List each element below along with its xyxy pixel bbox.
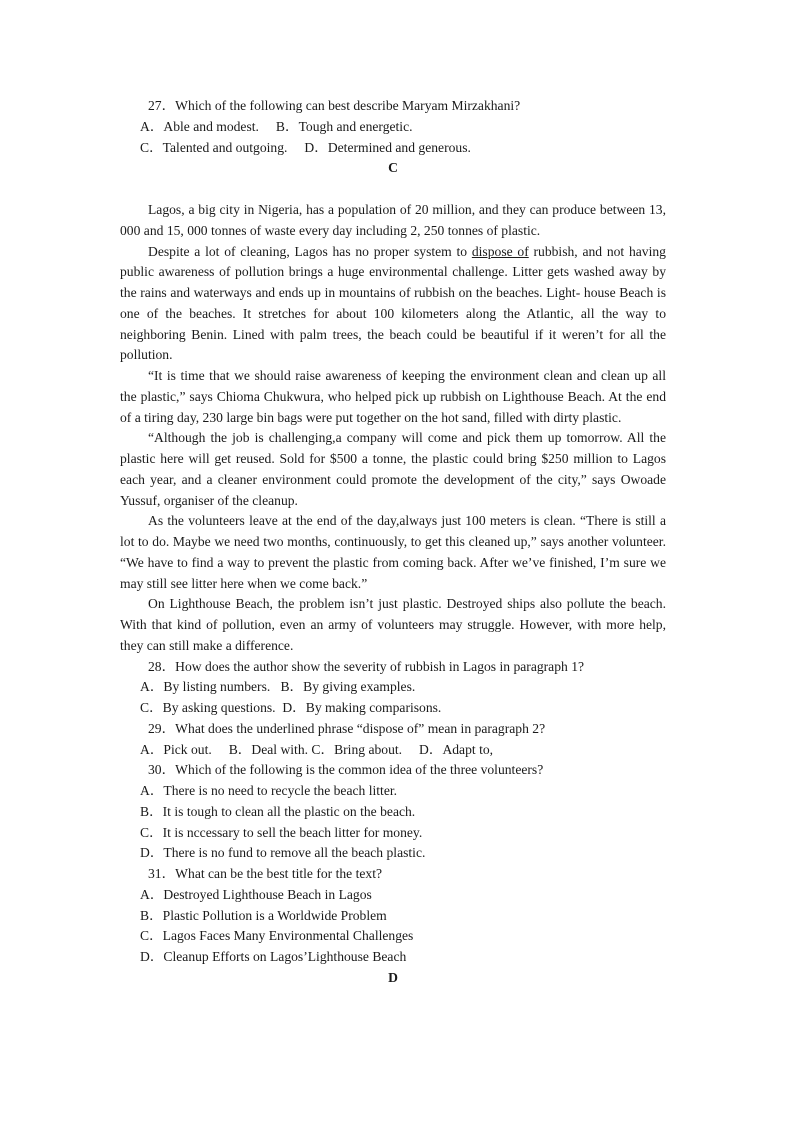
question-29-stem: 29．What does the underlined phrase “dispose of” mean in paragraph 2? <box>148 720 546 736</box>
passage-paragraph-2 <box>120 242 666 367</box>
question-30-stem: 30．Which of the following is the common idea of the three volunteers? <box>148 762 544 778</box>
underlined-phrase: dispose of <box>471 243 529 259</box>
question-29-options: A．Pick out. B．Deal with. C．Bring about. D．Adapt to, <box>140 741 494 757</box>
section-c-heading: C <box>388 160 398 176</box>
exam-text <box>120 96 666 989</box>
question-30-option-a: A．There is no need to recycle the beach litter. <box>140 783 398 798</box>
passage-paragraph-1: Lagos, a big city in Nigeria, has a population of 20 million, and they can produce between 13, 000 and 15, 000 tonnes of waste every day including 2, 250 tonnes of plastic. <box>120 202 666 238</box>
paragraph-2-rest: rubbish, and not having public awareness of pollution brings a huge environmental challenge. Litter gets washed away by the rains and waterways and ends up in mountains of rubbish on the beaches. Light- house Beach is one of the beaches. It stretches for about 100 kilometers along the Atlantic, all the way to neighboring Benin. Lined with palm trees, the beach could be beautiful if it weren’t for all the pollution. <box>120 243 666 363</box>
question-28-stem: 28．How does the author show the severity of rubbish in Lagos in paragraph 1? <box>148 658 585 674</box>
question-27-options-cd: C．Talented and outgoing. D．Determined and generous. <box>140 139 471 155</box>
passage-paragraph-3: “It is time that we should raise awareness of keeping the environment clean and clean up all the plastic,” says Chioma Chukwura, who helped pick up rubbish on Lighthouse Beach. At the end of a tiring day, 230 large bin bags were put together on the hot sand, filled with dirty plastic. <box>120 368 666 425</box>
question-30-option-c: C．It is nccessary to sell the beach litter for money. <box>140 824 423 840</box>
question-30-option-d: D．There is no fund to remove all the beach plastic. <box>140 845 426 861</box>
question-31-option-b: B．Plastic Pollution is a Worldwide Problem <box>140 907 387 923</box>
spacer <box>120 179 666 200</box>
paragraph-2-start: Despite a lot of cleaning, Lagos has no proper system to <box>148 243 472 259</box>
passage-paragraph-4: “Although the job is challenging,a company will come and pick them up tomorrow. All the plastic here will get reused. Sold for $500 a tonne, the plastic could bring $250 million to Lagos each year, and a cleaner environment could promote the development of the city,” says Owoade Yussuf, organiser of the cleanup. <box>120 430 666 508</box>
passage-paragraph-5: As the volunteers leave at the end of the day,always just 100 meters is clean. “There is still a lot to do. Maybe we need two months, continuously, to get this cleaned up,” says another volunteer. “We have to find a way to prevent the plastic from coming back. After we’ve finished, I’m sure we may still see litter here when we come back.” <box>120 513 666 591</box>
question-31-option-d: D．Cleanup Efforts on Lagos’Lighthouse Beach <box>140 949 407 964</box>
question-30-option-b: B．It is tough to clean all the plastic on the beach. <box>140 803 416 819</box>
question-31-stem: 31．What can be the best title for the text? <box>148 866 383 881</box>
passage-paragraph-6: On Lighthouse Beach, the problem isn’t just plastic. Destroyed ships also pollute the beach. With that kind of pollution, even an army of volunteers may struggle. However, with more help, they can still make a difference. <box>120 596 666 653</box>
question-27-options-ab: A．Able and modest. B．Tough and energetic. <box>140 118 413 134</box>
question-31-option-a: A．Destroyed Lighthouse Beach in Lagos <box>140 886 372 902</box>
section-d-heading: D <box>388 969 398 985</box>
question-28-options-cd: C．By asking questions. D．By making comparisons. <box>140 700 442 715</box>
question-31-option-c: C．Lagos Faces Many Environmental Challenges <box>140 928 414 944</box>
question-27-stem: 27．Which of the following can best describe Maryam Mirzakhani? <box>148 98 521 113</box>
question-28-options-ab: A．By listing numbers. B．By giving examples. <box>140 679 416 695</box>
